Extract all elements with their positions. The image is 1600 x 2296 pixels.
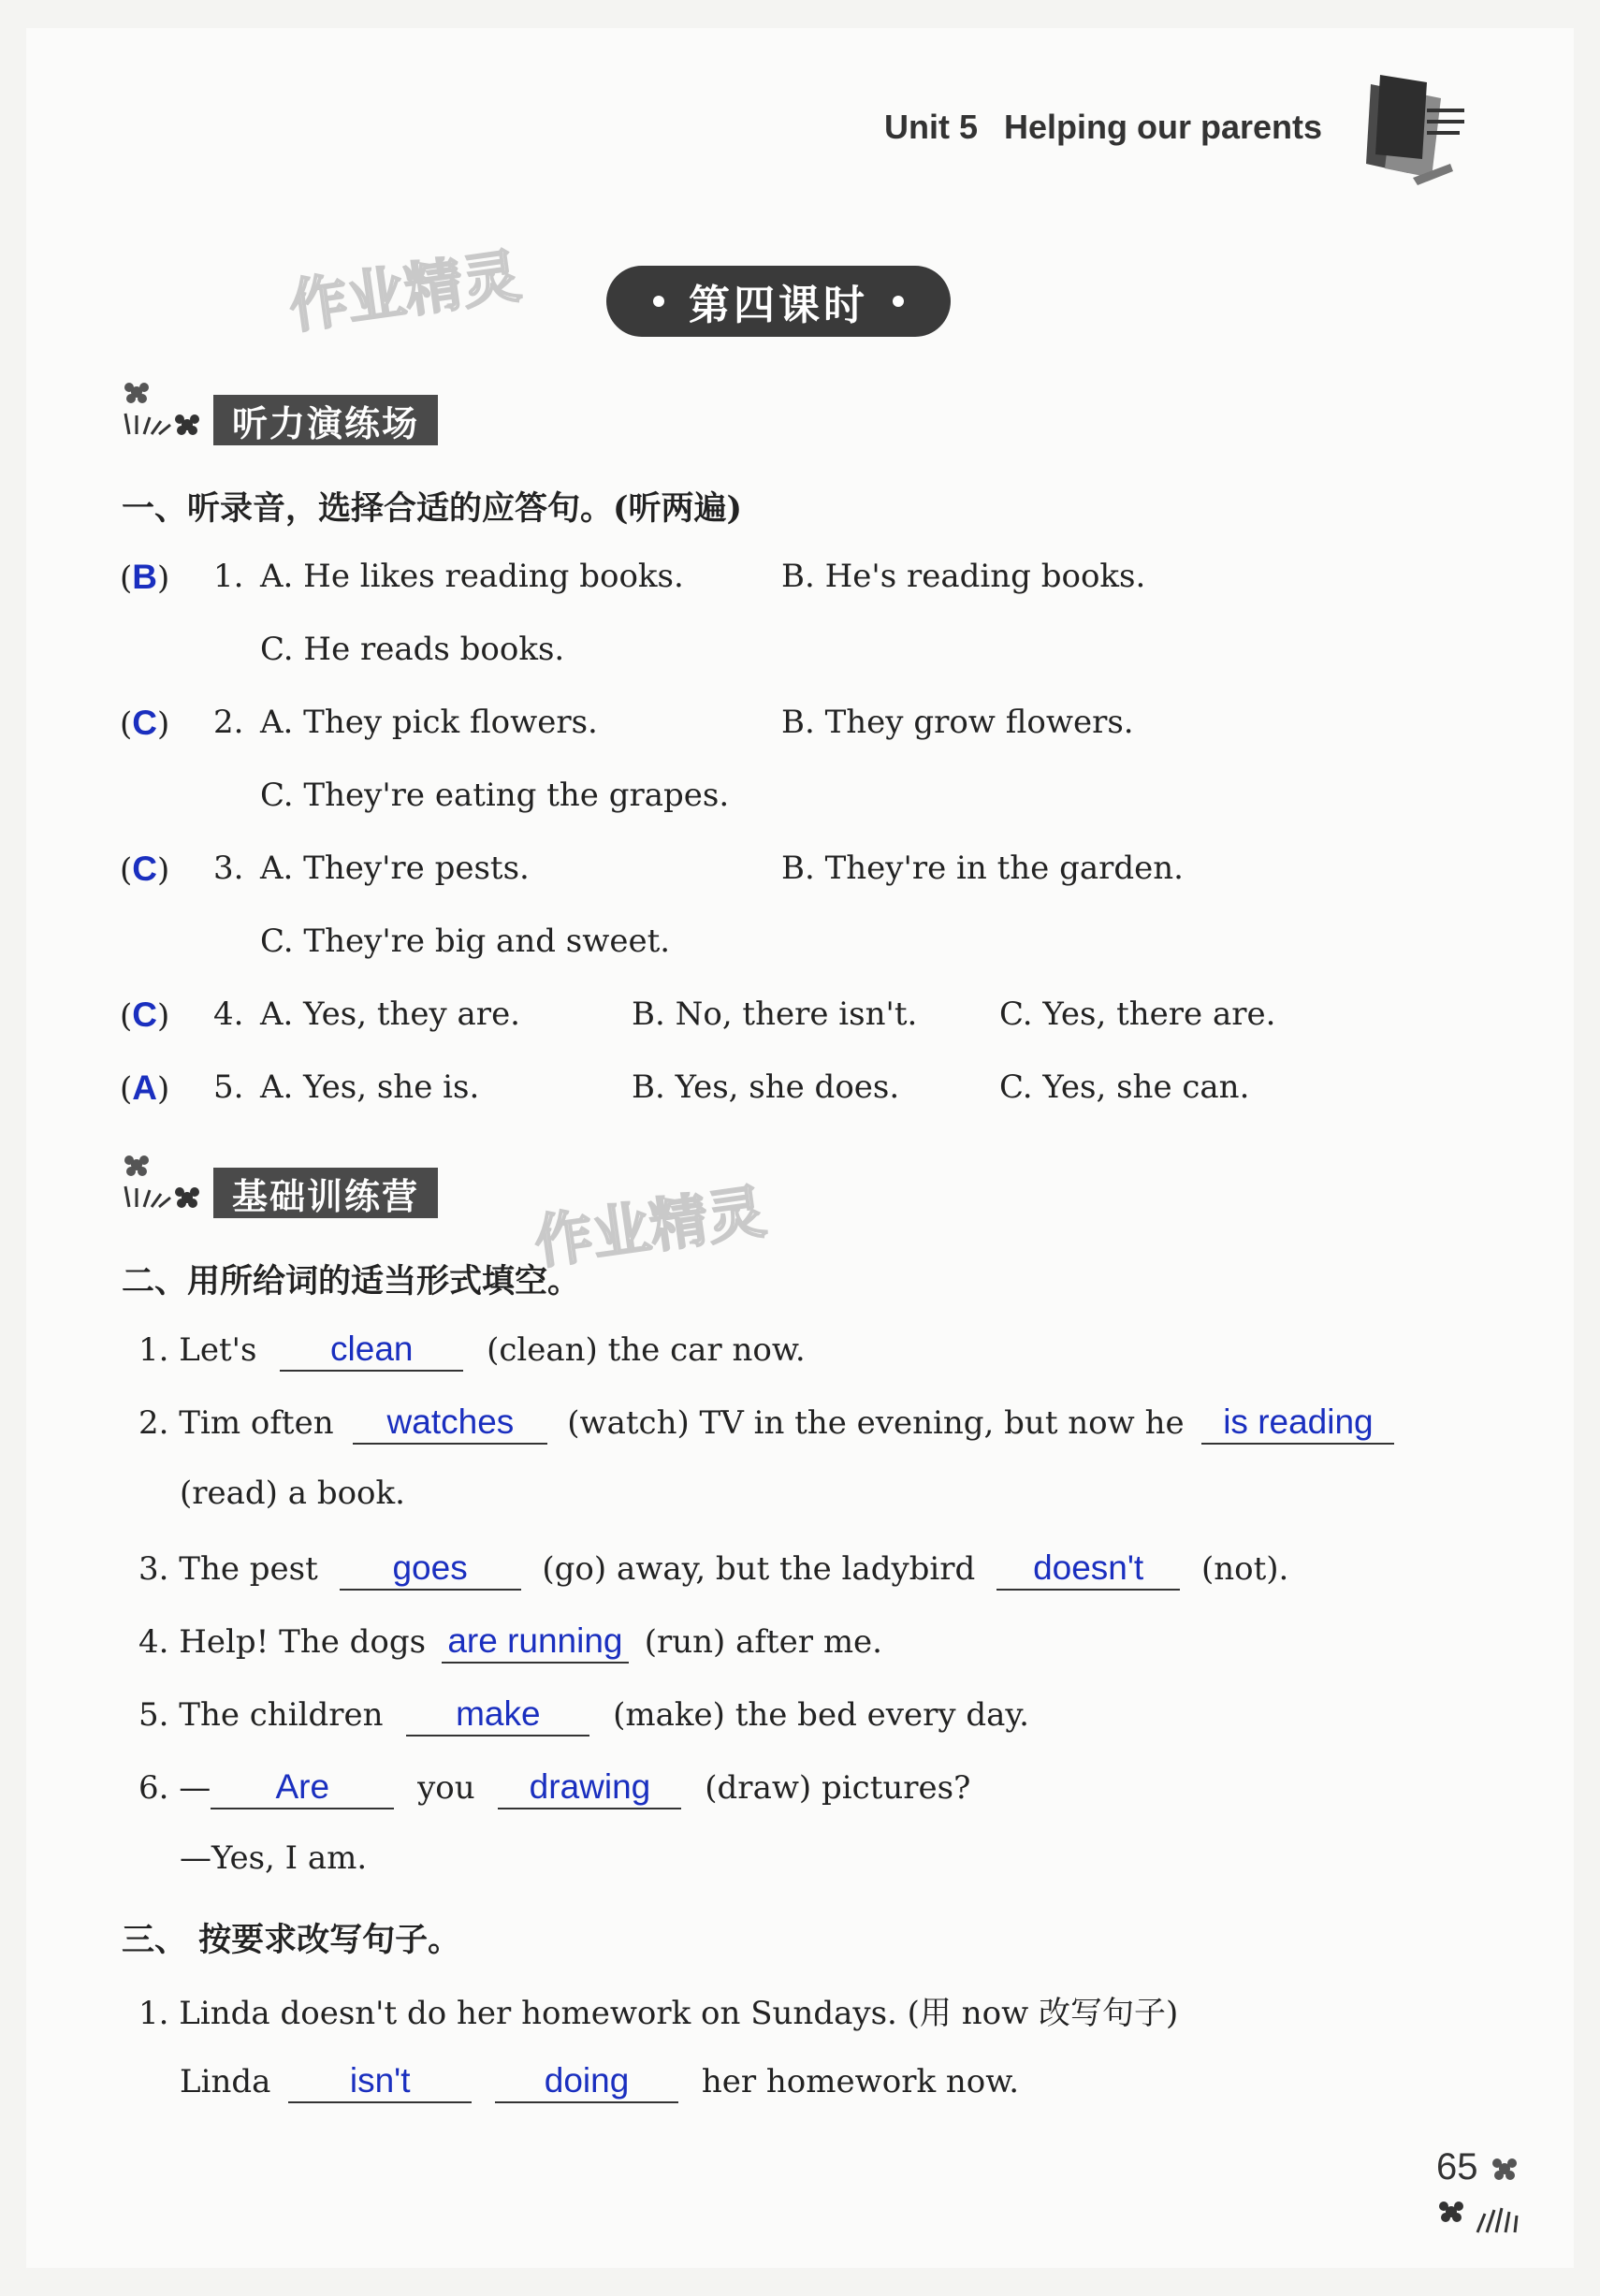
flower-grass-icon — [120, 378, 213, 443]
item-number: 5. — [138, 1696, 169, 1734]
answer-choice: A — [132, 1068, 157, 1107]
sentence-text: Let's — [179, 1331, 257, 1369]
item-number: 5. — [213, 1068, 244, 1106]
flower-grass-icon — [120, 1151, 213, 1216]
option-a: A. Yes, she is. — [260, 1068, 480, 1106]
sentence-text: (go) away, but the ladybird — [542, 1550, 976, 1588]
sentence-text: Linda — [180, 2063, 271, 2100]
item-number: 6. — [138, 1769, 169, 1807]
sentence-text: (watch) TV in the evening, but now he — [567, 1404, 1185, 1442]
lesson-title — [606, 266, 951, 337]
item-number: 4. — [138, 1623, 169, 1661]
sentence-q3-1 — [138, 1987, 1178, 2033]
section-tab-basic: 基础训练营 — [213, 1168, 438, 1218]
fill-blank[interactable]: goes — [340, 1548, 521, 1591]
answer-choice: C — [132, 704, 157, 742]
lesson-title-text: 第四课时 — [689, 282, 868, 329]
option-b: B. No, there isn't. — [632, 995, 918, 1033]
answer-bracket: (A) — [120, 1068, 170, 1108]
option-c: C. Yes, she can. — [999, 1068, 1250, 1106]
item-number: 1. — [213, 558, 244, 595]
sentence-text: Tim often — [179, 1404, 334, 1442]
sentence-text: (run) after me. — [644, 1623, 882, 1661]
item-number: 4. — [213, 995, 244, 1033]
section-tab-listening: 听力演练场 — [213, 395, 438, 445]
answer-choice: C — [132, 995, 157, 1034]
sentence-2 — [138, 1402, 1394, 1445]
fill-blank[interactable]: isn't — [288, 2060, 472, 2103]
item-number: 1. — [138, 1331, 169, 1369]
item-number: 2. — [213, 704, 244, 741]
fill-blank[interactable]: is reading — [1201, 1402, 1394, 1445]
bullet-icon — [893, 296, 904, 307]
fill-blank[interactable]: doing — [495, 2060, 678, 2103]
item-number: 2. — [138, 1404, 169, 1442]
page-number: 65 — [1436, 2146, 1478, 2187]
item-number: 1. — [138, 1995, 169, 2032]
answer-bracket: (C) — [120, 995, 170, 1035]
sentence-text: her homework now. — [701, 2063, 1020, 2100]
option-b: B. He's reading books. — [781, 558, 1146, 595]
fill-blank[interactable]: make — [406, 1693, 589, 1737]
fill-blank[interactable]: Are — [211, 1766, 394, 1809]
sentence-text: The pest — [179, 1550, 318, 1588]
option-c: C. Yes, there are. — [999, 995, 1276, 1033]
rewrite-line — [180, 2060, 1019, 2103]
sentence-4 — [138, 1620, 882, 1664]
answer-choice: C — [132, 850, 157, 888]
option-c: C. They're eating the grapes. — [260, 777, 730, 814]
sentence-5 — [138, 1693, 1029, 1737]
fill-blank[interactable]: drawing — [498, 1766, 681, 1809]
answer-bracket: (C) — [120, 704, 170, 743]
flower-grass-icon — [1436, 2193, 1530, 2240]
unit-number: Unit 5 — [884, 108, 979, 146]
sentence-text: Help! The dogs — [179, 1623, 427, 1661]
fill-blank[interactable]: clean — [280, 1329, 463, 1372]
item-number: 3. — [213, 850, 244, 887]
unit-header — [884, 108, 1322, 147]
unit-title: Helping our parents — [1004, 108, 1323, 146]
sentence-text: (not). — [1200, 1550, 1289, 1588]
sentence-text: Linda doesn't do her homework on Sundays. (用 now 改写句子) — [179, 1995, 1179, 2032]
sentence-text: (read) a book. — [180, 1475, 405, 1512]
sentence-text: (make) the bed every day. — [613, 1696, 1029, 1734]
option-a: A. Yes, they are. — [260, 995, 520, 1033]
option-c: C. He reads books. — [260, 631, 565, 668]
answer-choice: B — [132, 558, 157, 596]
sentence-1 — [138, 1329, 806, 1372]
sentence-3 — [138, 1548, 1288, 1591]
sentence-text: (clean) the car now. — [487, 1331, 806, 1369]
sentence-6 — [138, 1766, 970, 1809]
watermark: 作业精灵 — [284, 241, 525, 341]
sentence-text: you — [417, 1769, 475, 1807]
option-c: C. They're big and sweet. — [260, 923, 671, 960]
flower-icon — [1488, 2152, 1521, 2186]
fill-blank[interactable]: are running — [442, 1620, 629, 1664]
reply-text: —Yes, I am. — [180, 1839, 368, 1877]
question-heading: 一、听录音，选择合适的应答句。(听两遍) — [122, 489, 743, 528]
option-a: A. He likes reading books. — [260, 558, 684, 595]
option-b: B. They're in the garden. — [781, 850, 1184, 887]
item-number: 3. — [138, 1550, 169, 1588]
answer-bracket: (B) — [120, 558, 170, 597]
option-b: B. Yes, she does. — [632, 1068, 900, 1106]
dash: — — [179, 1769, 211, 1807]
option-a: A. They pick flowers. — [260, 704, 598, 741]
watermark: 作业精灵 — [530, 1177, 770, 1277]
sentence-text: The children — [179, 1696, 384, 1734]
question-heading: 二、用所给词的适当形式填空。 — [122, 1262, 581, 1301]
sentence-text: (draw) pictures? — [705, 1769, 971, 1807]
answer-bracket: (C) — [120, 850, 170, 889]
fill-blank[interactable]: doesn't — [996, 1548, 1180, 1591]
bullet-icon — [653, 296, 664, 307]
question-heading: 三、 按要求改写句子。 — [122, 1921, 461, 1959]
option-b: B. They grow flowers. — [781, 704, 1134, 741]
notebook-icon — [1361, 75, 1469, 187]
option-a: A. They're pests. — [260, 850, 530, 887]
fill-blank[interactable]: watches — [353, 1402, 547, 1445]
